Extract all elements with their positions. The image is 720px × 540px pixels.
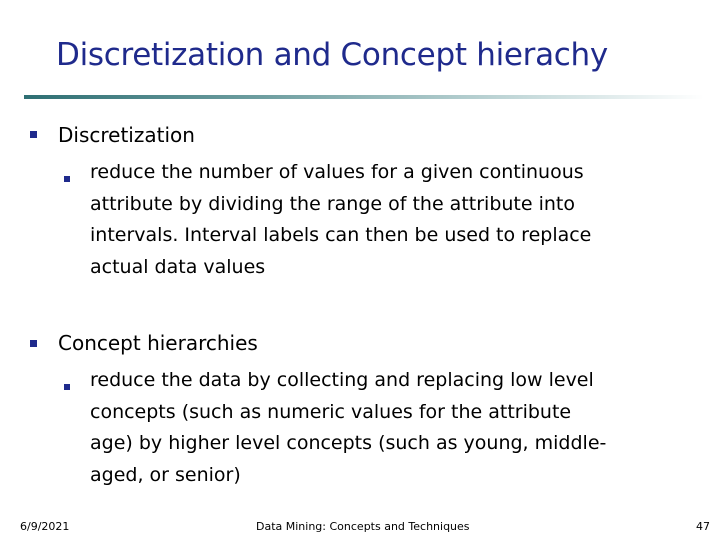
title-divider (24, 95, 704, 99)
discretization-description (90, 157, 670, 283)
footer-course: Data Mining: Concepts and Techniques (256, 520, 470, 533)
text-line: actual data values (90, 255, 266, 278)
bullet-discretization: Discretization (58, 123, 195, 147)
text-line: intervals. Interval labels can then be used to replace (90, 224, 592, 246)
concept-hierarchies-description (90, 365, 670, 491)
bullet-marker (30, 131, 37, 138)
text-line: reduce the number of values for a given continuous (90, 161, 584, 183)
text-line: age) by higher level concepts (such as young, middle- (90, 432, 607, 454)
text-line: attribute by dividing the range of the attribute into (90, 192, 575, 215)
footer-date: 6/9/2021 (20, 520, 70, 533)
sub-bullet-marker (64, 176, 70, 182)
sub-bullet-marker (64, 384, 70, 390)
slide-title: Discretization and Concept hierachy (56, 37, 608, 73)
text-line: aged, or senior) (90, 463, 241, 486)
bullet-marker (30, 340, 37, 347)
bullet-concept-hierarchies: Concept hierarchies (58, 331, 258, 355)
footer-page-number: 47 (696, 520, 710, 533)
text-line: concepts (such as numeric values for the attribute (90, 400, 572, 423)
text-line: reduce the data by collecting and replacing low level (90, 369, 594, 391)
